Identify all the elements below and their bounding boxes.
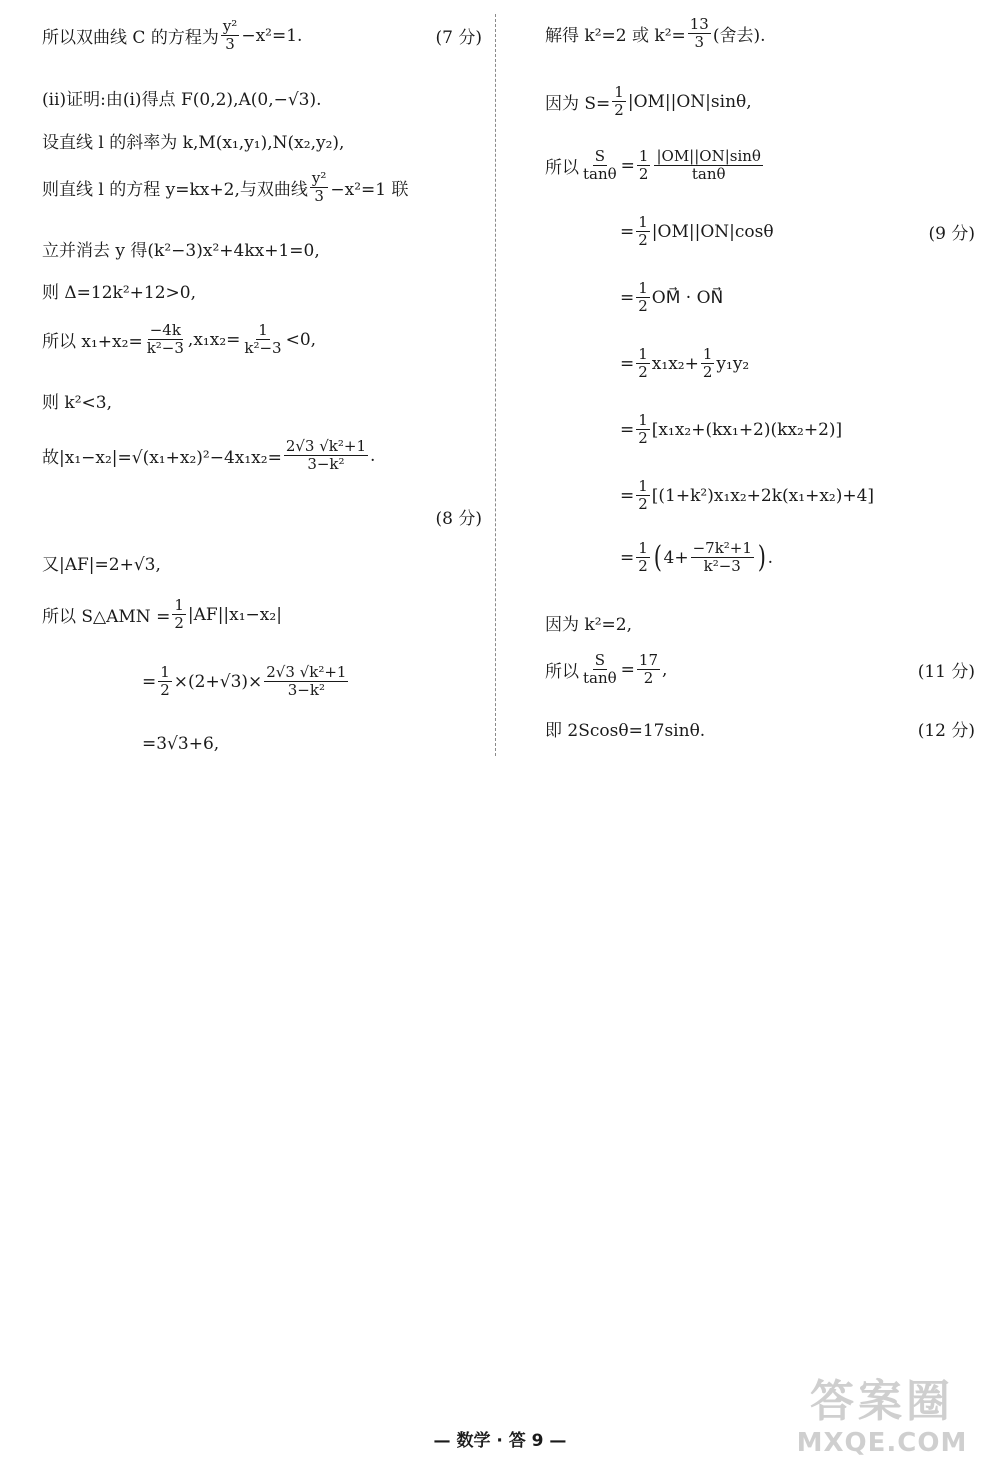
- discriminant-line: [42, 278, 196, 303]
- page-footer: — 数学 · 答 9 —: [433, 1431, 567, 1451]
- text: <0,: [285, 329, 317, 350]
- text: x₁x₂+: [651, 353, 699, 374]
- text: =: [620, 287, 635, 308]
- numerator: y²: [222, 17, 238, 35]
- denominator: 2: [643, 669, 654, 688]
- fraction: [701, 346, 715, 382]
- text: 解得 k²=2 或 k²=: [545, 26, 686, 47]
- distance-line: [42, 438, 482, 474]
- fraction: [284, 438, 368, 474]
- text: 所以: [545, 158, 579, 179]
- text: |AF||x₁−x₂|: [187, 604, 282, 625]
- text: 所以 x₁+x₂=: [42, 332, 143, 353]
- denominator: tanθ: [691, 165, 726, 184]
- area-formula-line: [545, 84, 752, 120]
- fraction: [636, 478, 650, 514]
- simplified-line: [620, 540, 773, 576]
- denominator: 2: [638, 495, 648, 514]
- coordinate-product-line: [620, 346, 749, 382]
- text: y₁y₂: [716, 353, 750, 374]
- k-bound-line: [42, 388, 112, 413]
- area-substitution-line: [142, 664, 350, 700]
- text: (ⅱ)证明:由(ⅰ)得点 F(0,2),A(0,−√3).: [42, 90, 322, 110]
- denominator: tanθ: [583, 165, 617, 184]
- text: OM⃗ · ON⃗: [651, 287, 724, 308]
- denominator: 2: [638, 297, 648, 316]
- fraction: [158, 664, 172, 700]
- fraction: [172, 597, 186, 633]
- text: 则 k²<3,: [42, 393, 112, 413]
- fraction: [145, 322, 186, 358]
- numerator: 1: [174, 596, 184, 614]
- text: −x²=1 联: [330, 180, 409, 201]
- denominator: 2: [160, 681, 170, 700]
- right-paren: ): [757, 539, 766, 575]
- ratio-line: [545, 148, 765, 184]
- numerator: 1: [638, 213, 648, 231]
- dot-product-line: [620, 280, 723, 316]
- numerator: S: [594, 651, 605, 669]
- fraction: [612, 84, 626, 120]
- denominator: 2: [638, 363, 648, 382]
- text: 4+: [663, 547, 689, 568]
- denominator: 2: [638, 557, 648, 576]
- numerator: S: [594, 147, 605, 165]
- af-length-line: [42, 550, 161, 575]
- text: =: [620, 353, 635, 374]
- text: =: [620, 419, 635, 440]
- denominator: 2: [638, 231, 648, 250]
- text: 立并消去 y 得(k²−3)x²+4kx+1=0,: [42, 241, 320, 261]
- k-value-line: [545, 610, 632, 635]
- numerator: 1: [638, 411, 648, 429]
- numerator: 1: [638, 477, 648, 495]
- numerator: −4k: [149, 321, 181, 339]
- denominator: 3: [314, 187, 324, 206]
- text: 所以: [545, 662, 579, 683]
- watermark-brand: 答案圈: [810, 1376, 954, 1427]
- text: =: [620, 221, 635, 242]
- numerator: −7k²+1: [692, 539, 752, 557]
- fraction: [637, 652, 660, 688]
- score-label: (9 分): [928, 224, 975, 245]
- fraction: [636, 540, 650, 576]
- fraction: [310, 170, 329, 206]
- line-equation-line: [42, 170, 408, 206]
- numerator: 2√3 √k²+1: [285, 437, 367, 455]
- conclusion-line: [545, 716, 975, 741]
- text: ,x₁x₂=: [187, 329, 241, 350]
- denominator: 2: [702, 363, 713, 382]
- denominator: k²−3: [244, 339, 282, 358]
- fraction: [636, 214, 650, 250]
- text: 故|x₁−x₂|=√(x₁+x₂)²−4x₁x₂=: [42, 448, 282, 469]
- score-label: (7 分): [435, 28, 482, 49]
- text: =: [142, 671, 157, 692]
- text: 即 2Scosθ=17sinθ.: [545, 721, 706, 741]
- denominator: k²−3: [146, 339, 184, 358]
- fraction: [688, 16, 711, 52]
- score-label: (8 分): [435, 509, 482, 529]
- denominator: 3−k²: [307, 455, 345, 474]
- watermark-url: MXQE.COM: [796, 1428, 968, 1458]
- fraction: [242, 322, 283, 358]
- text: .: [370, 445, 376, 466]
- slope-definition-line: [42, 128, 344, 153]
- numerator: 1: [638, 279, 648, 297]
- fraction: [581, 652, 619, 688]
- fraction: [636, 412, 650, 448]
- text: ,: [662, 659, 668, 680]
- denominator: 3−k²: [287, 681, 325, 700]
- fraction: [636, 280, 650, 316]
- text: −x²=1.: [241, 25, 303, 46]
- numerator: 1: [702, 345, 713, 363]
- denominator: 3: [225, 35, 235, 54]
- k-solution-line: [545, 16, 766, 52]
- watermark-logo: [782, 1376, 982, 1471]
- text: |OM||ON|cosθ: [651, 221, 774, 242]
- score-label: (11 分): [917, 662, 975, 683]
- numerator: 17: [638, 651, 659, 669]
- fraction: [221, 18, 240, 54]
- area-line: [42, 597, 282, 633]
- numerator: 1: [614, 83, 624, 101]
- cos-line: [620, 214, 975, 250]
- text: 所以双曲线 C 的方程为: [42, 28, 219, 49]
- vieta-line: [42, 322, 316, 358]
- proof-intro-line: [42, 85, 322, 110]
- text: [(1+k²)x₁x₂+2k(x₁+x₂)+4]: [651, 485, 875, 506]
- text: 则 Δ=12k²+12>0,: [42, 283, 197, 303]
- numerator: 1: [258, 321, 268, 339]
- numerator: 2√3 √k²+1: [266, 663, 347, 681]
- fraction: [264, 664, 348, 700]
- numerator: |OM||ON|sinθ: [656, 147, 761, 165]
- text: 则直线 l 的方程 y=kx+2,与双曲线: [42, 180, 308, 201]
- numerator: y²: [311, 169, 327, 187]
- fraction: [636, 346, 650, 382]
- denominator: k²−3: [703, 557, 741, 576]
- text: [x₁x₂+(kx₁+2)(kx₂+2)]: [651, 419, 843, 440]
- expansion-line: [620, 412, 842, 448]
- text: 设直线 l 的斜率为 k,M(x₁,y₁),N(x₂,y₂),: [42, 133, 345, 153]
- text: (舍去).: [712, 26, 766, 47]
- text: |OM||ON|sinθ,: [627, 91, 752, 112]
- hyperbola-equation-line: [42, 18, 482, 54]
- numerator: 13: [689, 15, 709, 33]
- collect-line: [620, 478, 874, 514]
- score-label: (12 分): [917, 721, 975, 741]
- text: =: [620, 155, 635, 176]
- fraction: [691, 540, 754, 576]
- text: 因为 S=: [545, 94, 611, 115]
- text: ×(2+√3)×: [173, 671, 263, 692]
- numerator: 1: [638, 147, 649, 165]
- fraction: [637, 148, 651, 184]
- text: 又|AF|=2+√3,: [42, 555, 161, 575]
- ratio-result-line: [545, 652, 975, 688]
- text: .: [767, 547, 774, 568]
- text: =: [620, 547, 635, 568]
- denominator: 3: [694, 33, 705, 52]
- denominator: 2: [174, 614, 184, 633]
- denominator: 2: [638, 165, 649, 184]
- numerator: 1: [638, 345, 648, 363]
- left-paren: (: [653, 539, 662, 575]
- numerator: 1: [160, 663, 170, 681]
- denominator: tanθ: [583, 669, 617, 688]
- text: 所以 S△AMN =: [42, 607, 171, 628]
- text: =3√3+6,: [142, 734, 220, 754]
- text: =: [620, 485, 635, 506]
- quadratic-line: [42, 236, 320, 261]
- column-divider: [495, 14, 496, 756]
- denominator: 2: [614, 101, 624, 120]
- score-8-line: [436, 504, 482, 529]
- fraction: [581, 148, 619, 184]
- area-result-line: [142, 734, 219, 754]
- fraction: [654, 148, 762, 184]
- numerator: 1: [638, 539, 648, 557]
- text: 因为 k²=2,: [545, 615, 632, 635]
- text: =: [620, 659, 635, 680]
- denominator: 2: [638, 429, 648, 448]
